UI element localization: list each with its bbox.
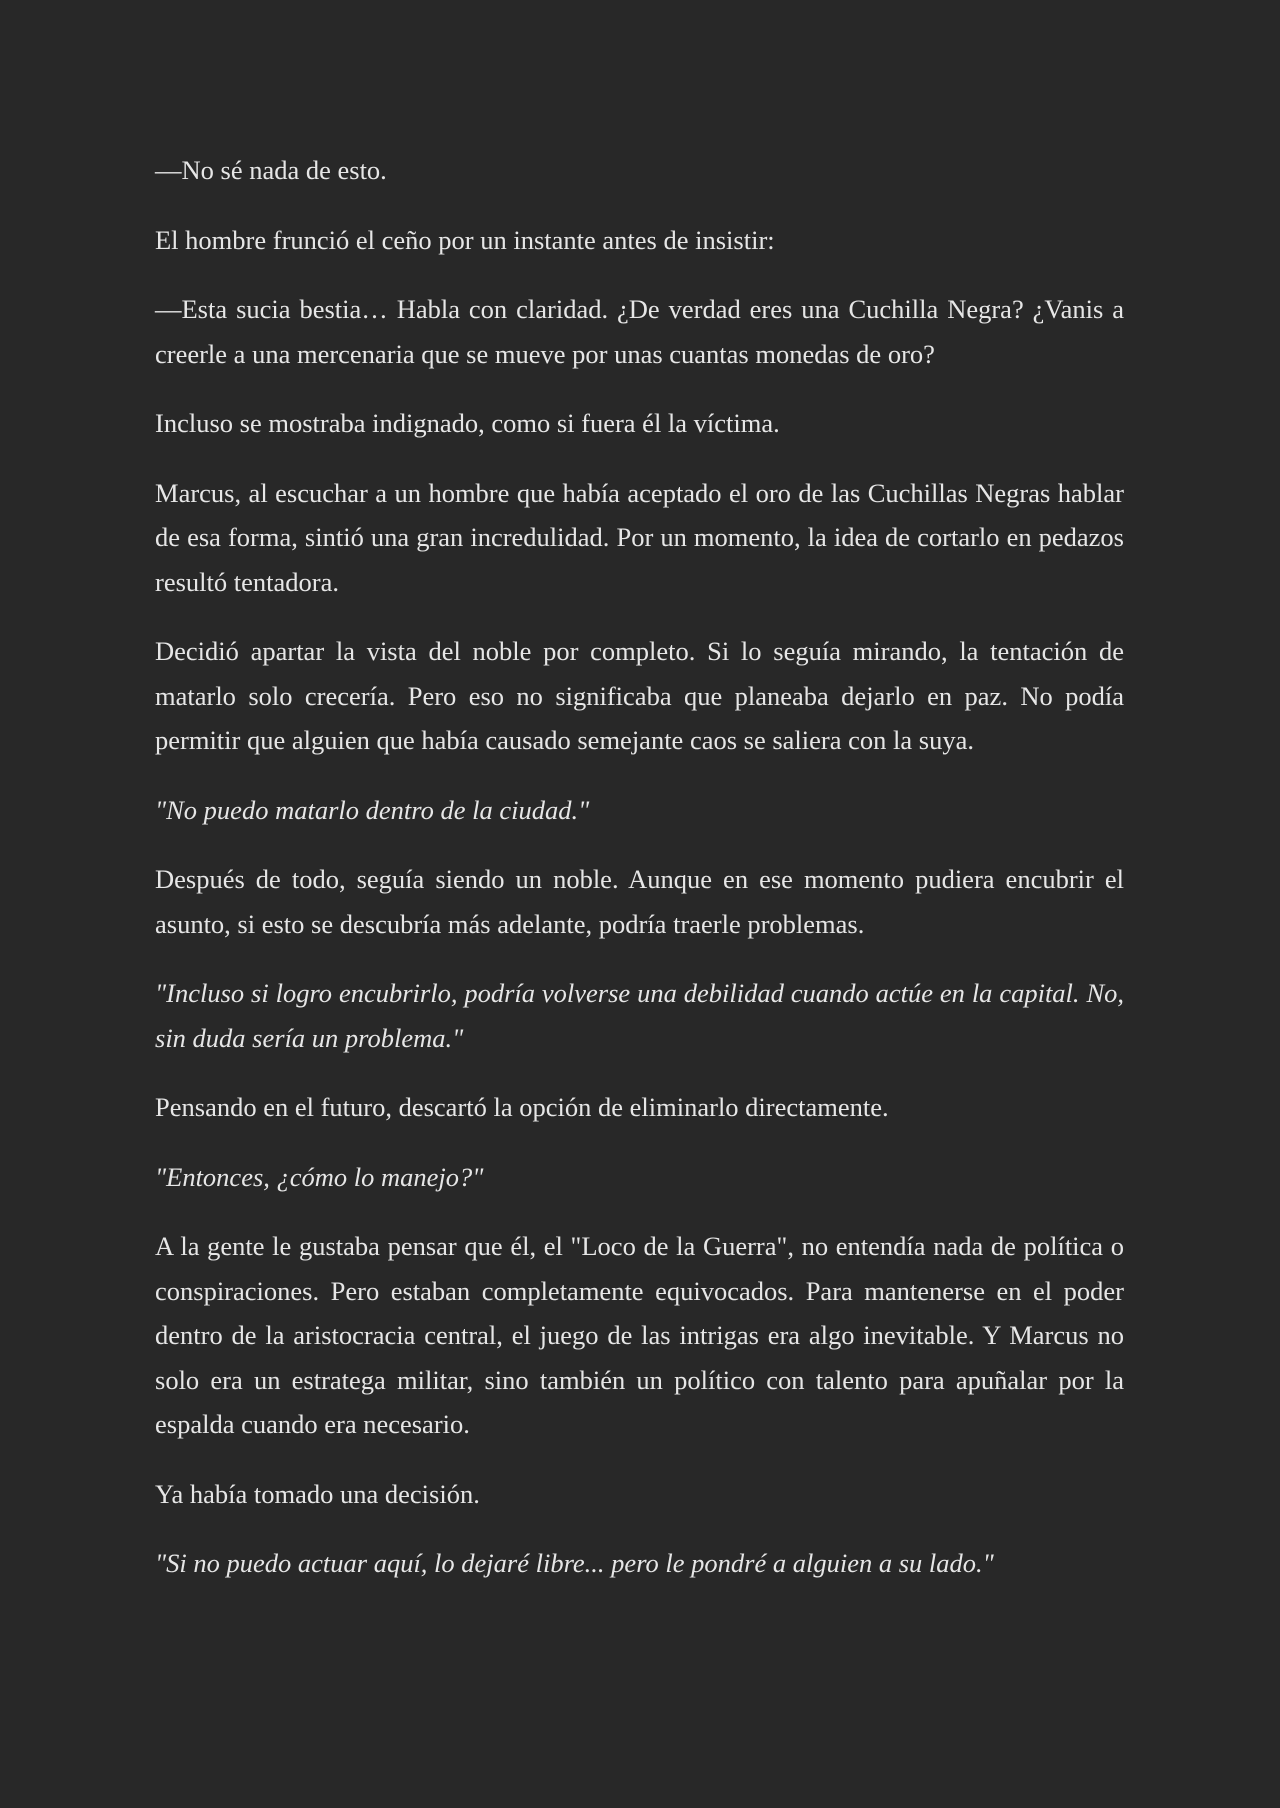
narration-paragraph: Ya había tomado una decisión. bbox=[155, 1478, 480, 1509]
narration-paragraph: Incluso se mostraba indignado, como si fuera él la víctima. bbox=[155, 408, 780, 438]
thought-paragraph: "Incluso si logro encubrirlo, podría volverse una debilidad cuando actúe en la capital. No, sin duda sería un problema." bbox=[155, 978, 1124, 1053]
narration-paragraph: Marcus, al escuchar a un hombre que había aceptado el oro de las Cuchillas Negras hablar de esa forma, sintió una gran incredulidad. Por un momento, la idea de cortarlo en pedazos resultó tentadora. bbox=[155, 477, 1124, 597]
narration-paragraph: Después de todo, seguía siendo un noble. Aunque en ese momento pudiera encubrir el asunto, si esto se descubría más adelante, podría traerle problemas. bbox=[155, 864, 1124, 939]
narration-paragraph: Pensando en el futuro, descartó la opción de eliminarlo directamente. bbox=[155, 1092, 889, 1122]
thought-paragraph: "Si no puedo actuar aquí, lo dejaré libre... pero le pondré a alguien a su lado." bbox=[155, 1548, 994, 1578]
dialogue-paragraph: —Esta sucia bestia… Habla con claridad. ¿De verdad eres una Cuchilla Negra? ¿Vanis a creerle a una mercenaria que se mueve por unas cuantas monedas de oro? bbox=[155, 294, 1124, 369]
narration-paragraph: Decidió apartar la vista del noble por completo. Si lo seguía mirando, la tentación de matarlo solo crecería. Pero eso no significaba que planeaba dejarlo en paz. No podía permitir que alguien que había causado semejante caos se saliera con la suya. bbox=[155, 636, 1124, 755]
chapter-text bbox=[155, 148, 1124, 1611]
thought-paragraph: "Entonces, ¿cómo lo manejo?" bbox=[155, 1161, 484, 1192]
thought-paragraph: "No puedo matarlo dentro de la ciudad." bbox=[155, 794, 590, 825]
narration-paragraph: El hombre frunció el ceño por un instante antes de insistir: bbox=[155, 224, 775, 255]
dialogue-paragraph: —No sé nada de esto. bbox=[155, 155, 387, 185]
narration-paragraph: A la gente le gustaba pensar que él, el "Loco de la Guerra", no entendía nada de política o conspiraciones. Pero estaban completamente equivocados. Para mantenerse en el poder dentro de la aristocracia central, el juego de las intrigas era algo inevitable. Y Marcus no solo era un estratega militar, sino también un político con talento para apuñalar por la espalda cuando era necesario. bbox=[155, 1231, 1124, 1439]
